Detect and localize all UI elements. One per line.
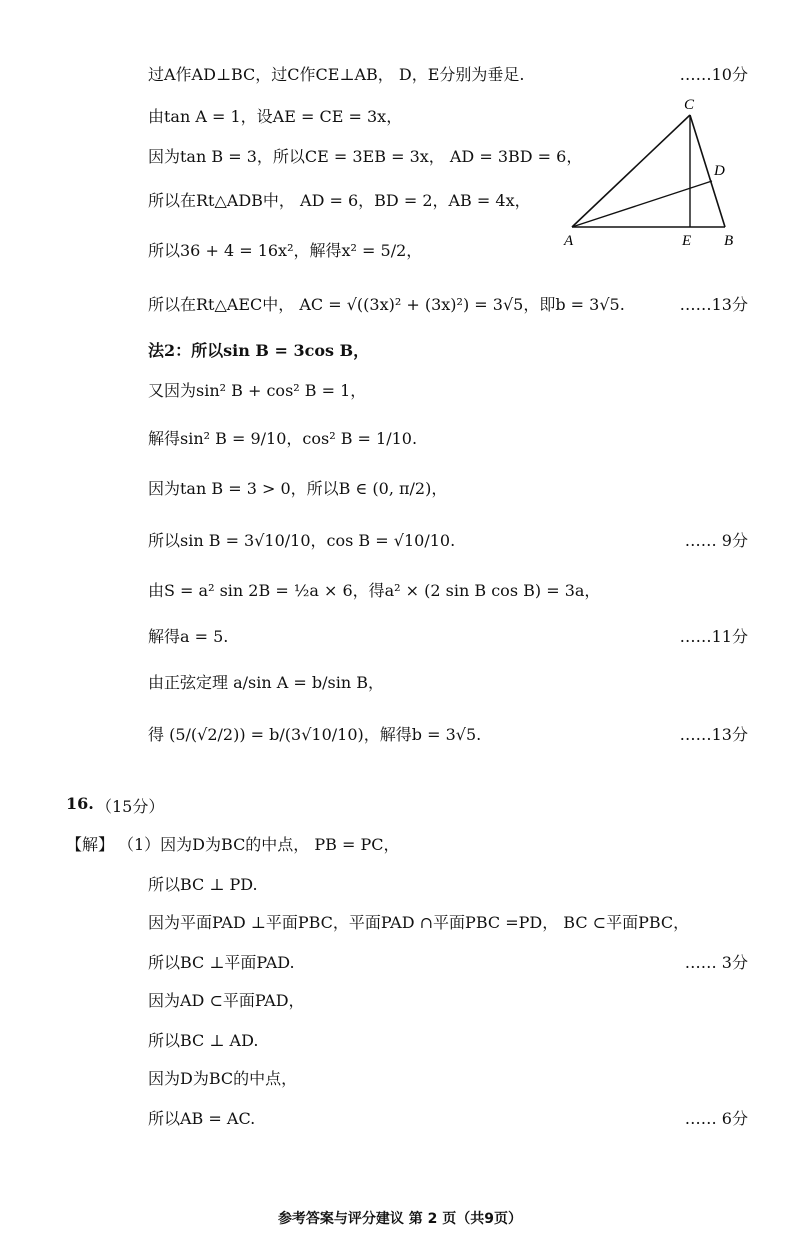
text-line-5: 所以36 + 4 = 16x²，解得x² = 5/2， (148, 241, 423, 260)
score-mark-9: …… 9分 (684, 531, 748, 550)
label-c: C (684, 97, 695, 113)
score-mark-13a: ……13分 (679, 295, 748, 314)
part1-line-5: 因为AD ⊂平面PAD， (148, 991, 305, 1010)
part1-line-1: （1）因为D为BC的中点， PB = PC， (118, 835, 400, 854)
text-line-4: 所以在Rt△ADB中， AD = 6，BD = 2，AB = 4x， (148, 191, 531, 210)
label-a: A (564, 233, 574, 249)
text-line-10: 因为tan B = 3 > 0，所以B ∈ (0, π/2)， (148, 479, 448, 498)
text-line-14: 由正弦定理 a/sin A = b/sin B， (148, 673, 384, 692)
part1-line-4: 所以BC ⊥平面PAD. (148, 953, 295, 972)
label-b: B (724, 233, 734, 249)
text-line-8: 又因为sin² B + cos² B = 1， (148, 381, 367, 400)
side-ac (572, 115, 690, 227)
part1-line-8: 所以AB = AC. (148, 1109, 256, 1128)
text-line-6: 所以在Rt△AEC中， AC = √((3x)² + (3x)²) = 3√5，即b = 3√5. (148, 295, 625, 314)
text-line-11: 所以sin B = 3√10/10，cos B = √10/10. (148, 531, 456, 550)
method-2-line: 法2：所以sin B = 3cos B， (148, 341, 370, 360)
text-line-15: 得 (5/(√2/2)) = b/(3√10/10)，解得b = 3√5. (148, 725, 482, 744)
text-line-3: 因为tan B = 3，所以CE = 3EB = 3x， AD = 3BD = 6， (148, 147, 583, 166)
score-mark-11: ……11分 (679, 627, 748, 646)
text-line-13: 解得a = 5. (148, 627, 229, 646)
part1-line-7: 因为D为BC的中点， (148, 1069, 298, 1088)
score-mark-13b: ……13分 (679, 725, 748, 744)
text-line-1: 过A作AD⊥BC，过C作CE⊥AB， D，E分别为垂足. (148, 65, 525, 84)
solution-label: 【解】 (66, 835, 115, 854)
text-line-12: 由S = a² sin 2B = ½a × 6，得a² × (2 sin B cos B) = 3a， (148, 581, 601, 600)
altitude-ad (572, 181, 712, 227)
question-points: （15分） (96, 797, 165, 816)
text-line-9: 解得sin² B = 9/10，cos² B = 1/10. (148, 429, 418, 448)
text-line-2: 由tan A = 1，设AE = CE = 3x， (148, 107, 403, 126)
part1-line-2: 所以BC ⊥ PD. (148, 875, 258, 894)
page-footer: 参考答案与评分建议 第 2 页（共9页） (277, 1211, 523, 1227)
score-mark-6: …… 6分 (684, 1109, 748, 1128)
score-mark-3: …… 3分 (684, 953, 748, 972)
score-mark-10: ……10分 (679, 65, 748, 84)
triangle-figure (560, 95, 750, 255)
question-number: 16. (66, 794, 94, 813)
label-d: D (714, 163, 725, 179)
part1-line-6: 所以BC ⊥ AD. (148, 1031, 259, 1050)
part1-line-3: 因为平面PAD ⊥平面PBC，平面PAD ∩平面PBC =PD， BC ⊂平面PBC， (148, 913, 690, 932)
label-e: E (682, 233, 692, 249)
